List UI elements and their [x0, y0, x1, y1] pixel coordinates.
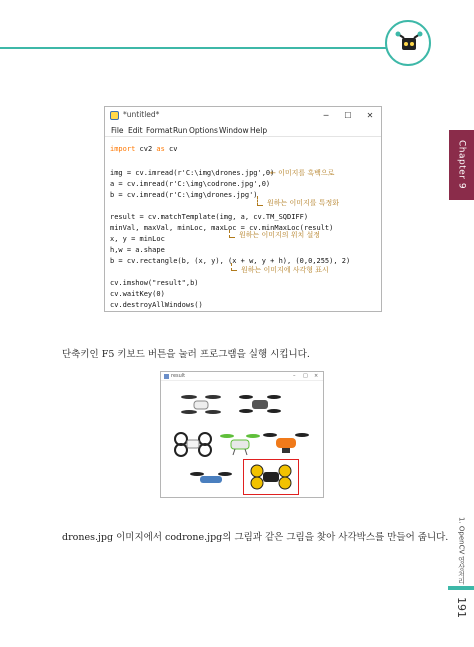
- menu-run[interactable]: Run: [173, 126, 188, 135]
- code-line: b = cv.imread(r'C:\img\drones.jpg'): [110, 191, 258, 199]
- code-line: img = cv.imread(r'C:\img\drones.jpg',0): [110, 169, 275, 177]
- result-maximize-button[interactable]: □: [303, 373, 308, 379]
- code-area[interactable]: [105, 138, 381, 312]
- header-rule: [0, 47, 400, 49]
- menu-edit[interactable]: Edit: [128, 126, 143, 135]
- note-bracket: [257, 196, 263, 206]
- code-line: import cv2 as cv: [110, 145, 178, 153]
- match-rectangle: [243, 459, 299, 495]
- maximize-button[interactable]: ☐: [344, 111, 352, 120]
- white-drone-image: [180, 391, 222, 417]
- chapter-label: Chapter 9: [456, 140, 467, 190]
- ring-drone-image: [172, 430, 214, 458]
- instruction-text: 단축키인 F5 키보드 버튼을 눌러 프로그램을 실행 시킵니다.: [62, 349, 310, 360]
- page-number-rule: [448, 586, 474, 590]
- result-minimize-button[interactable]: –: [293, 373, 296, 379]
- code-line: a = cv.imread(r'C:\img\codrone.jpg',0): [110, 180, 271, 188]
- editor-menubar: [105, 124, 381, 137]
- orange-drone-image: [262, 430, 310, 456]
- result-window-title: result: [171, 373, 186, 379]
- python-feather-icon: [110, 111, 119, 120]
- menu-help[interactable]: Help: [250, 126, 268, 135]
- caption-text: drones.jpg 이미지에서 codrone.jpg의 그림과 같은 그림을 찾아 사각박스를 만들어 줍니다.: [62, 532, 449, 543]
- code-line: x, y = minLoc: [110, 235, 165, 243]
- code-line: b = cv.rectangle(b, (x, y), (x + w, y + h), (0,0,255), 2): [110, 257, 351, 265]
- code-line: cv.waitKey(0): [110, 290, 165, 298]
- note-bracket: [229, 230, 235, 238]
- section-label: 1. OpenCV 영상처리: [457, 517, 466, 585]
- blue-drone-image: [189, 466, 233, 488]
- code-line: h,w = a.shape: [110, 246, 165, 254]
- drone-icon: [394, 28, 424, 58]
- menu-options[interactable]: Options: [189, 126, 218, 135]
- menu-file[interactable]: File: [111, 126, 124, 135]
- code-line: result = cv.matchTemplate(img, a, cv.TM_SQDIFF): [110, 213, 309, 221]
- dark-drone-image: [238, 391, 282, 417]
- window-icon: [164, 374, 169, 379]
- editor-titlebar: [105, 107, 381, 124]
- note-rectangle: 원하는 이미지에 사각형 표시: [241, 266, 329, 274]
- code-line: cv.imshow("result",b): [110, 279, 199, 287]
- idle-editor-window: [104, 106, 382, 312]
- result-close-button[interactable]: ×: [314, 373, 319, 379]
- minimize-button[interactable]: ─: [323, 111, 329, 120]
- menu-format[interactable]: Format: [146, 126, 173, 135]
- result-titlebar: [161, 372, 323, 381]
- note-bracket: [231, 263, 237, 271]
- editor-title: *untitled*: [123, 110, 160, 119]
- code-line: cv.destroyAllWindows(): [110, 301, 203, 309]
- page-number: 191: [455, 596, 468, 618]
- code-line: minVal, maxVal, minLoc, maxLoc = cv.minMaxLoc(result): [110, 224, 334, 232]
- note-location: 원하는 이미지의 위치 설정: [239, 231, 321, 239]
- menu-window[interactable]: Window: [219, 126, 249, 135]
- note-template: 원하는 이미지를 특정화: [267, 199, 340, 207]
- green-drone-image: [219, 430, 261, 458]
- close-button[interactable]: ✕: [366, 111, 374, 120]
- note-grayscale: ← 이미지를 흑백으로: [270, 169, 335, 177]
